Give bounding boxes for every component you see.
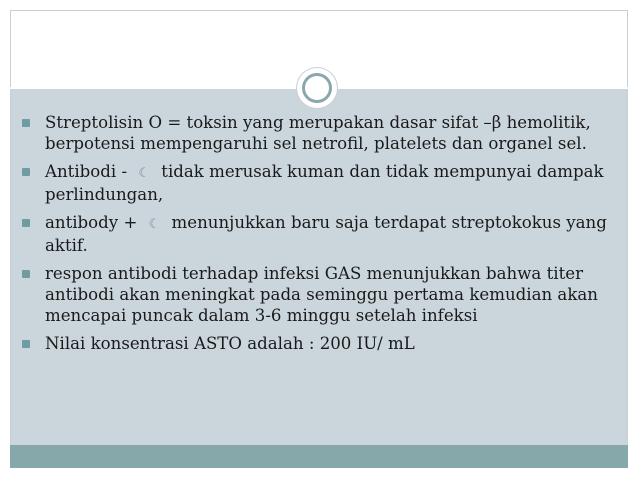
bullet-item-3 <box>22 212 612 256</box>
bullet-text-pre: antibody + <box>45 213 143 232</box>
bullet-text: respon antibodi terhadap infeksi GAS menunjukkan bahwa titer antibodi akan meningkat pada seminggu pertama kemudian akan mencapai puncak dalam 3-6 minggu setelah infeksi <box>45 264 598 325</box>
bullet-square-icon <box>22 119 30 127</box>
bullet-square-icon <box>22 219 30 227</box>
bullet-item-1 <box>22 112 612 154</box>
bullet-text-post: menunjukkan baru saja terdapat streptokokus yang aktif. <box>45 213 607 255</box>
circle-ornament-icon <box>297 68 337 108</box>
footer-band <box>10 445 628 468</box>
bullet-item-4 <box>22 263 612 326</box>
crescent-moon-icon: ☾ <box>138 166 151 181</box>
bullet-text-pre: Antibodi - <box>45 162 133 181</box>
bullet-text-post: tidak merusak kuman dan tidak mempunyai dampak perlindungan, <box>45 162 604 204</box>
crescent-moon-icon: ☾ <box>148 217 161 232</box>
bullet-square-icon <box>22 270 30 278</box>
bullet-text: Nilai konsentrasi ASTO adalah : 200 IU/ mL <box>45 334 415 353</box>
bullet-list <box>22 112 612 361</box>
bullet-item-5 <box>22 333 612 354</box>
bullet-square-icon <box>22 340 30 348</box>
bullet-text: Streptolisin O = toksin yang merupakan dasar sifat –β hemolitik, berpotensi mempengaruhi sel netrofil, platelets dan organel sel. <box>45 113 591 153</box>
bullet-square-icon <box>22 168 30 176</box>
bullet-item-2 <box>22 161 612 205</box>
